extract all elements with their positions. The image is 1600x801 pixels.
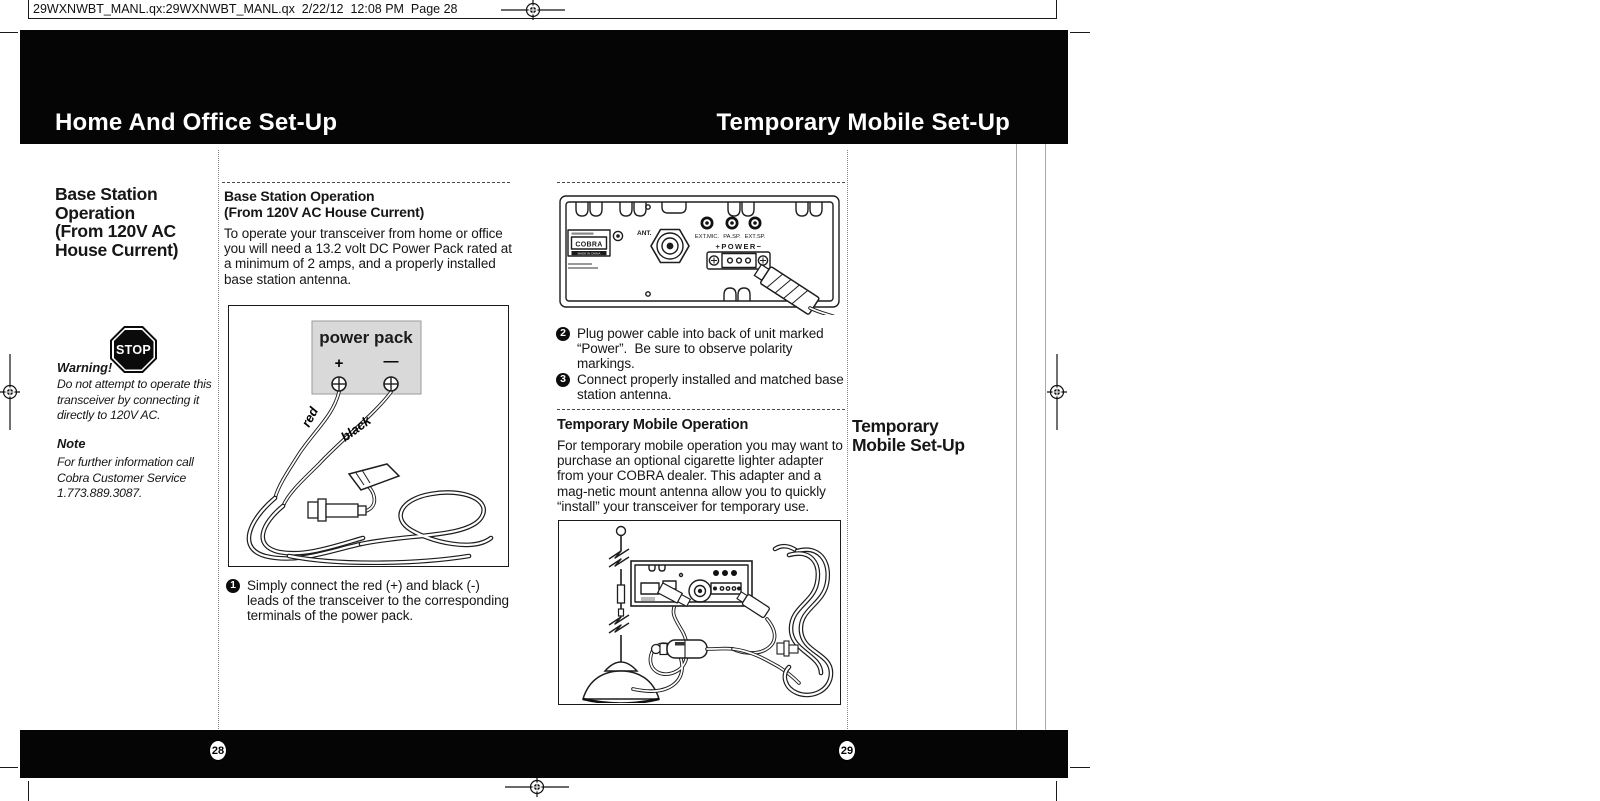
crop-mark [1070, 767, 1090, 768]
temporary-mobile-heading: Temporary Mobile Set-Up [852, 416, 965, 455]
magnetic-mount-icon [583, 662, 659, 703]
wire-red-label: red [298, 404, 322, 430]
stop-sign-icon [110, 326, 157, 373]
crop-mark [1056, 781, 1057, 801]
warning-label: Warning! [57, 360, 113, 375]
minus-terminal-label: — [383, 353, 399, 370]
ant-label: ANT. [637, 230, 652, 237]
warning-text: Do not attempt to operate this transceiver by connecting it directly to 120V AC. [57, 377, 212, 422]
crop-mark [1056, 0, 1057, 18]
registration-mark-icon [0, 354, 28, 430]
jack-label: EXT.SP. [744, 234, 766, 240]
left-page-title: Home And Office Set-Up [55, 109, 338, 136]
section-divider [557, 182, 845, 183]
page-number-right: 29 [838, 740, 856, 761]
step-number-badge: 1 [226, 579, 240, 593]
section-divider [557, 409, 845, 410]
mobile-operation-body: For temporary mobile operation you may want to purchase an optional cigarette lighter adapter from your COBRA dealer. This adapter and a mag-netic mount antenna allow you to quickly “install” your transceiver for temporary use. [557, 438, 847, 514]
note-label: Note [57, 436, 86, 451]
mobile-setup-diagram [558, 520, 841, 705]
base-station-heading: Base Station Operation (From 120V AC House Current) [55, 184, 179, 260]
step-text: Simply connect the red (+) and black (-) leads of the transceiver to the corresponding terminals of the power pack. [247, 578, 513, 624]
step-number-badge: 2 [556, 327, 570, 341]
stop-sign-label: STOP [115, 342, 151, 357]
page-edge-line [1045, 144, 1046, 730]
step-3 [556, 372, 852, 402]
power-label: +POWER− [715, 242, 763, 251]
base-station-subheading: Base Station Operation (From 120V AC House Current) [224, 188, 425, 220]
cigarette-lighter-plug-icon [652, 640, 708, 658]
crop-mark [28, 0, 29, 18]
step-text: Connect properly installed and matched base station antenna. [577, 372, 848, 403]
print-slug: 29WXNWBT_MANL.qx:29WXNWBT_MANL.qx 2/22/12 12:08 PM Page 28 [33, 2, 458, 16]
step-text: Plug power cable into back of unit marked “Power”. Be sure to observe polarity markings. [577, 326, 828, 372]
footer-bar [20, 730, 1068, 778]
base-station-intro: To operate your transceiver from home or office you will need a 13.2 volt DC Power Pack rated at a minimum of 2 amps, and a properly installed base station antenna. [224, 226, 516, 287]
crop-mark [0, 32, 18, 33]
crop-mark [28, 781, 29, 801]
jack-label: PA.SP. [723, 234, 741, 240]
step-2 [556, 326, 852, 372]
right-page-title: Temporary Mobile Set-Up [716, 109, 1010, 136]
coiled-cable [775, 546, 831, 695]
page-edge-line [1016, 144, 1017, 730]
transceiver-unit [631, 561, 752, 606]
rear-panel-diagram [558, 190, 841, 315]
jack-icons [701, 217, 762, 230]
power-pack-diagram [228, 305, 509, 567]
jack-label: EXT.MIC. [694, 234, 720, 240]
mobile-operation-heading: Temporary Mobile Operation [557, 417, 749, 433]
step-number-badge: 3 [556, 373, 570, 387]
registration-mark-icon [501, 0, 565, 28]
note-text: For further information call Cobra Customer Service 1.773.889.3087. [57, 455, 194, 500]
crop-mark [0, 767, 18, 768]
plus-terminal-label: + [334, 355, 344, 372]
crop-mark [1070, 32, 1090, 33]
cobra-label [568, 230, 610, 269]
antenna-icon [609, 527, 629, 668]
power-pack-label: power pack [319, 328, 413, 347]
screw-terminal-icon [332, 377, 346, 391]
step-1 [226, 578, 513, 624]
section-divider [222, 182, 510, 183]
screw-terminal-icon [384, 377, 398, 391]
page-number-left: 28 [209, 740, 227, 761]
header-bar [20, 30, 1068, 144]
power-plug-icon [349, 464, 399, 490]
column-separator [218, 150, 219, 729]
inline-connector-icon [308, 499, 366, 521]
made-in-label: MADE IN CHINA [577, 251, 601, 256]
wire-black-label: black [337, 412, 374, 445]
antenna-connector-icon [651, 230, 689, 263]
brand-label: COBRA [575, 241, 603, 249]
